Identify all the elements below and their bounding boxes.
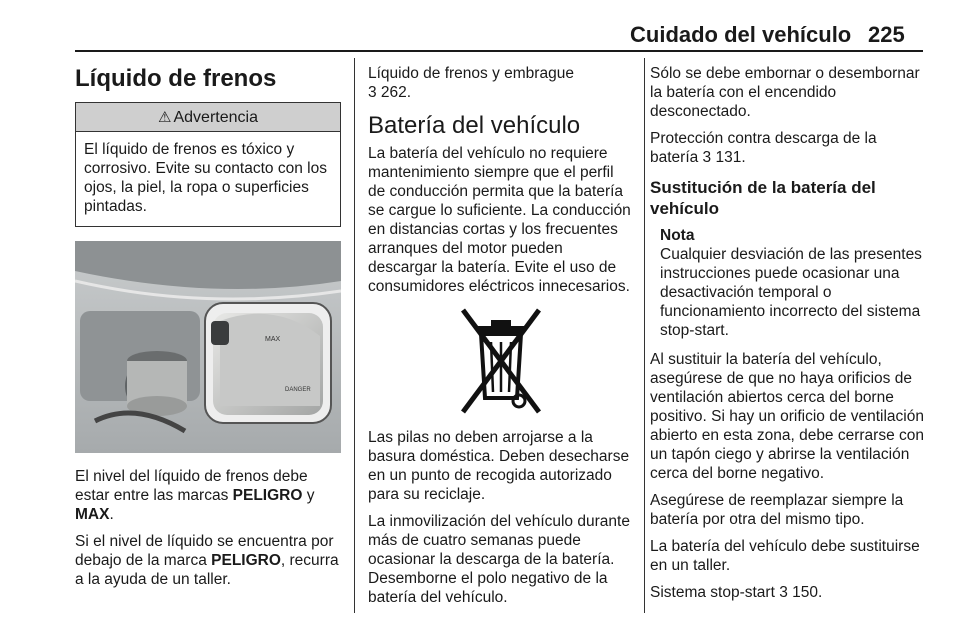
warning-triangle-icon: ⚠ — [158, 109, 172, 126]
page-number: 225 — [868, 22, 905, 47]
battery-protection-paragraph: Protección contra descarga de la batería 3 131. — [650, 130, 877, 166]
note-text: Cualquier desviación de las presentes instrucciones puede ocasionar una desactivación temporal o funcionamiento incorrecto del sistema stop-start. — [660, 245, 922, 339]
battery-type-paragraph: Asegúrese de reemplazar siempre la batería por otra del mismo tipo. — [650, 491, 904, 528]
battery-maintenance-paragraph: La batería del vehículo no requiere mantenimiento siempre que el perfil de conducción permita que la batería se cargue lo suficiente. La conducción en distancias cortas y los frecuentes arranques del motor pueden descargar la batería. Evite el uso de consumidores eléctricos innecesarios. — [368, 144, 631, 295]
stop-start-reference: Sistema stop-start 3 150. — [650, 583, 823, 601]
brake-fluid-reservoir-photo — [75, 241, 341, 453]
crossed-out-bin-symbol — [368, 306, 633, 416]
brake-low-paragraph: Si el nivel de líquido se encuentra por debajo de la marca PELIGRO, recurra a la ayuda de un taller. — [75, 533, 339, 588]
reservoir-danger-label: DANGER — [285, 387, 311, 393]
header-rule — [75, 50, 923, 52]
warning-title: Advertencia — [173, 109, 258, 126]
reservoir-max-label: MAX — [265, 336, 281, 343]
cross-reference: Líquido de frenos y embrague 3 262. — [368, 65, 574, 101]
engine-bay-illustration — [75, 241, 341, 453]
battery-replacement-paragraph: Al sustituir la batería del vehículo, asegúrese de que no haya orificios de ventilación abiertos cerca del borne positivo. Si hay un orificio de ventilación abierto en esta zona, debe cerrarse con un tapón ciego y abrirse la ventilación cerca del borne negativo. — [650, 350, 925, 482]
note-box — [650, 226, 925, 340]
column-divider — [354, 58, 355, 613]
warning-header — [76, 103, 340, 132]
column-divider — [644, 58, 645, 613]
section-heading: Líquido de frenos — [75, 65, 277, 92]
warning-box — [75, 102, 341, 227]
note-title: Nota — [660, 226, 695, 244]
battery-ignition-paragraph: Sólo se debe embornar o desembornar la batería con el encendido desconectado. — [650, 65, 920, 120]
column-2 — [368, 60, 633, 615]
brake-level-paragraph: El nivel del líquido de frenos debe estar entre las marcas PELIGRO y MAX. — [75, 468, 315, 523]
section-heading: Batería del vehículo — [368, 112, 581, 139]
battery-workshop-paragraph: La batería del vehículo debe sustituirse en un taller. — [650, 537, 920, 574]
subsection-heading: Sustitución de la batería del vehículo — [650, 178, 876, 219]
column-1 — [75, 60, 341, 597]
crossed-bin-icon — [451, 306, 551, 416]
battery-disposal-paragraph: Las pilas no deben arrojarse a la basura doméstica. Deben desecharse en un punto de recogida autorizado para su reciclaje. — [368, 428, 630, 503]
page-header-title: Cuidado del vehículo — [630, 22, 852, 47]
column-3 — [650, 60, 925, 610]
battery-immobilization-paragraph: La inmovilización del vehículo durante más de cuatro semanas puede ocasionar la descarga de la batería. Desemborne el polo negativo de la batería del vehículo. — [368, 512, 630, 606]
warning-text: El líquido de frenos es tóxico y corrosivo. Evite su contacto con los ojos, la piel, la ropa o superficies pintadas. — [84, 141, 327, 215]
